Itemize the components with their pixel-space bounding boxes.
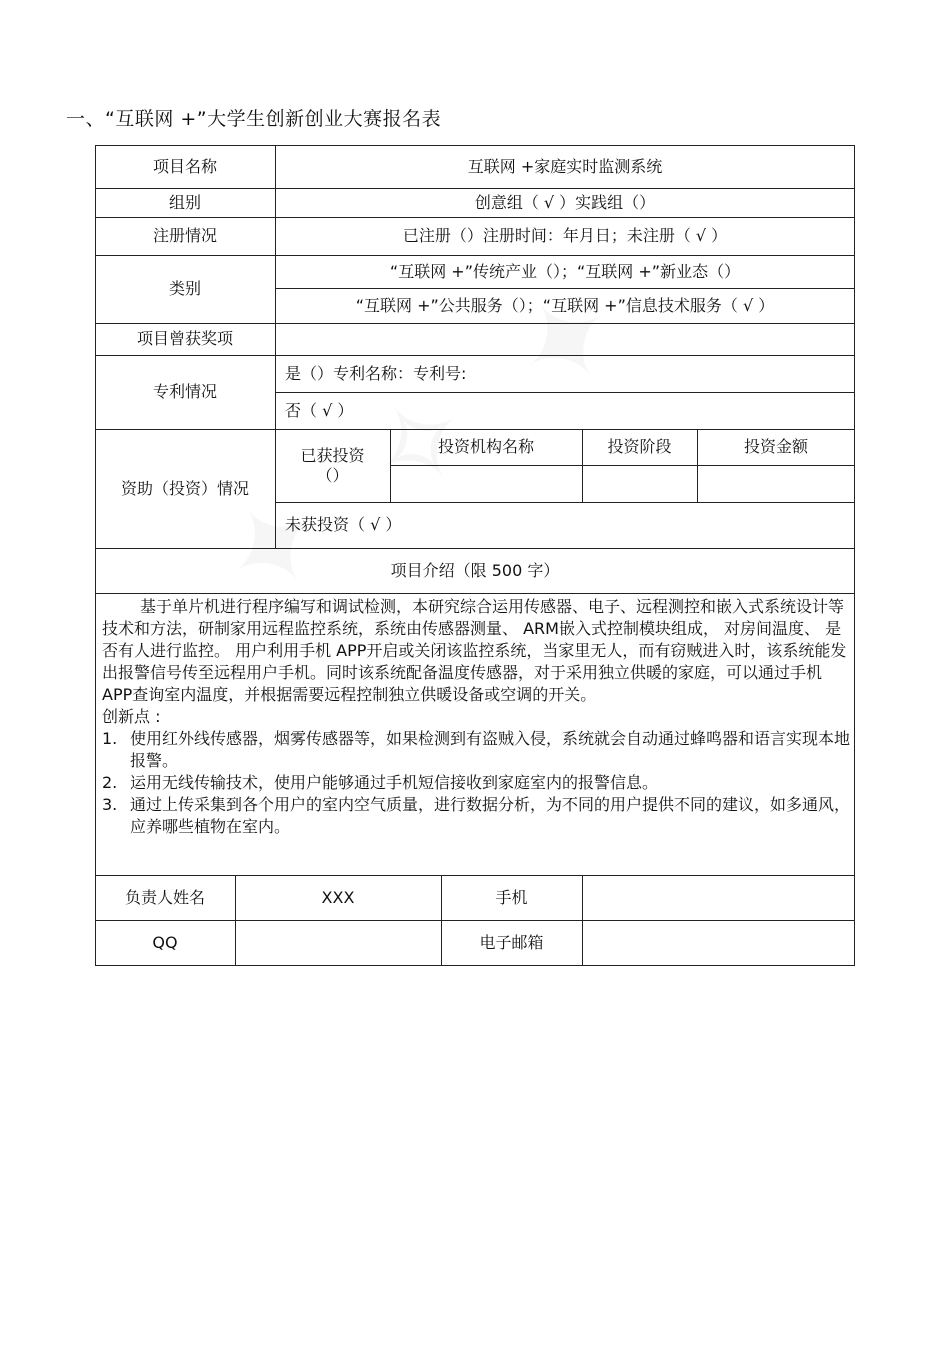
leader-name-label: 负责人姓名: [124, 887, 205, 907]
category-line-1[interactable]: “互联网 +”传统产业（）；“互联网 +”新业态（）: [389, 261, 741, 281]
funding-amount-input[interactable]: [697, 465, 855, 502]
intro-paragraph: 基于单片机进行程序编写和调试检测，本研究综合运用传感器、电子、远程测控和嵌入式系统设计等技术和方法，研制家用远程监控系统，系统由传感器测量、 ARM嵌入式控制模块组成， 对房间温度、 是否有人进行监控。 用户利用手机 APP开启或关闭该监控系统，当家里无人，而有窃贼进入时，该系统能发出报警信号传至远程用户手机。同时该系统配备温度传感器，对于采用独立供暖的家庭，可以通过手机 APP查询室内温度，并根据需要远程控制独立供暖设备或空调的开关。: [102, 597, 847, 704]
patent-no[interactable]: 否（ √ ）: [285, 400, 354, 420]
qq-label: QQ: [152, 932, 178, 952]
funding-stage-input[interactable]: [582, 465, 697, 502]
innovation-item: [102, 772, 850, 794]
awards-label: 项目曾获奖项: [136, 329, 233, 349]
innovation-item: [102, 794, 850, 838]
intro-header: 项目介绍（限 500 字）: [390, 560, 560, 580]
page-title: 一、“互联网 +”大学生创新创业大赛报名表: [66, 108, 442, 130]
item-text: 运用无线传输技术，使用户能够通过手机短信接收到家庭室内的报警信息。: [130, 773, 659, 792]
group-value[interactable]: 创意组（ √ ）实践组（）: [474, 192, 656, 212]
row-divider: [95, 593, 855, 594]
item-text: 通过上传采集到各个用户的室内空气质量，进行数据分析，为不同的用户提供不同的建议，如多通风，应养哪些植物在室内。: [130, 795, 851, 836]
phone-value[interactable]: [582, 875, 855, 920]
item-number: 1.: [102, 729, 118, 748]
patent-yes[interactable]: 是（）专利名称：专利号:: [285, 363, 467, 383]
funding-org-input[interactable]: [390, 465, 582, 502]
qq-value[interactable]: [235, 920, 441, 965]
category-line-2[interactable]: “互联网 +”公共服务（）；“互联网 +”信息技术服务（ √ ）: [355, 295, 775, 315]
funding-col-org: 投资机构名称: [437, 437, 534, 457]
phone-label: 手机: [495, 887, 528, 907]
table-border-bottom: [95, 965, 855, 966]
innovation-label: 创新点 :: [102, 707, 161, 726]
intro-body: [102, 596, 850, 838]
funding-col-stage: 投资阶段: [607, 437, 672, 457]
funding-invested[interactable]: 已获投资 （）: [300, 446, 365, 485]
item-number: 3.: [102, 795, 118, 814]
awards-value[interactable]: [275, 323, 855, 355]
registration-value[interactable]: 已注册（）注册时间：年月日；未注册（ √ ）: [402, 226, 728, 246]
funding-col-amount: 投资金额: [743, 437, 808, 457]
item-number: 2.: [102, 773, 118, 792]
project-name-value[interactable]: 互联网 +家庭实时监测系统: [467, 156, 663, 176]
leader-name-value[interactable]: XXX: [321, 887, 355, 907]
innovation-item: [102, 728, 850, 772]
category-label: 类别: [168, 279, 201, 299]
group-label: 组别: [168, 192, 201, 212]
project-name-label: 项目名称: [152, 156, 217, 176]
funding-label: 资助（投资）情况: [120, 478, 249, 498]
email-value[interactable]: [582, 920, 855, 965]
patent-label: 专利情况: [152, 382, 217, 402]
item-text: 使用红外线传感器，烟雾传感器等，如果检测到有盗贼入侵，系统就会自动通过蜂鸣器和语言实现本地报警。: [130, 729, 851, 770]
email-label: 电子邮箱: [479, 932, 544, 952]
registration-label: 注册情况: [152, 226, 217, 246]
funding-not-invested[interactable]: 未获投资（ √ ）: [285, 515, 402, 535]
